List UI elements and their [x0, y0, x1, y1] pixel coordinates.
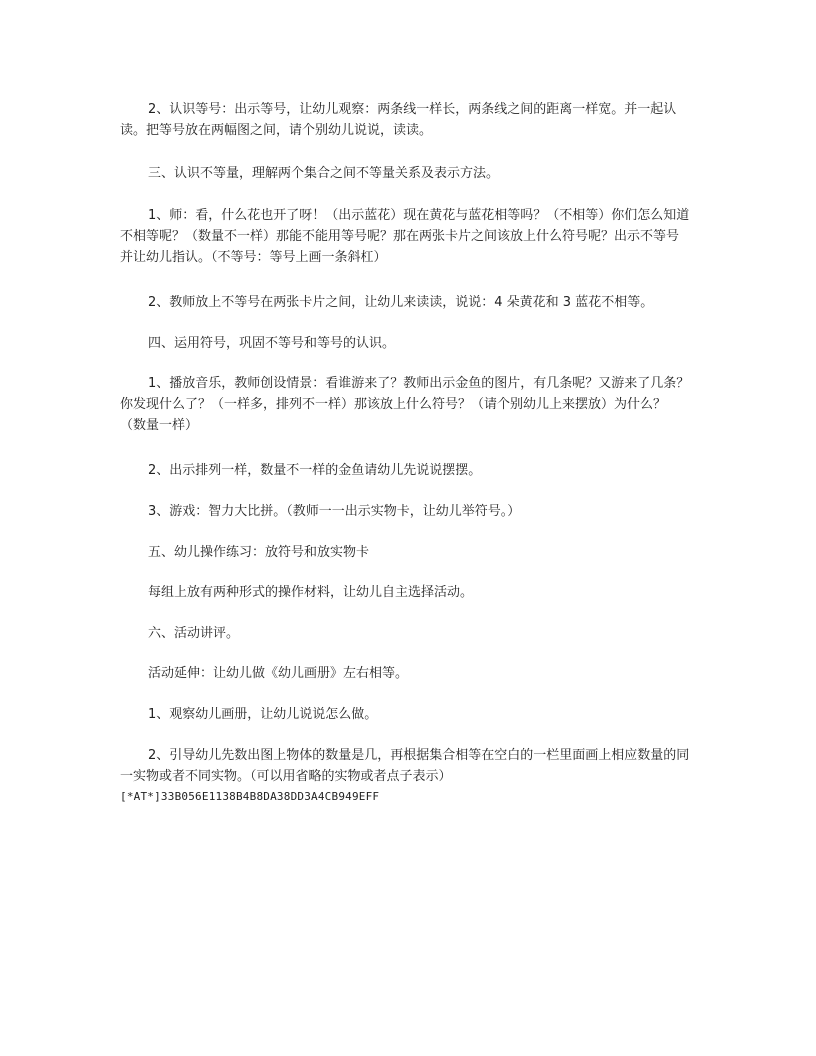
paragraph-materials: 每组上放有两种形式的操作材料，让幼儿自主选择活动。	[148, 585, 474, 600]
paragraph-flowers: 1、师：看，什么花也开了呀！（出示蓝花）现在黄花与蓝花相等吗？（不相等）你们怎么知道不相等呢？（数量不一样）那能不能用等号呢？那在两张卡片之间该放上什么符号呢？出示不等号并让幼儿指认。（不等号：等号上画一条斜杠）	[120, 208, 690, 265]
paragraph-extension: 活动延伸：让幼儿做《幼儿画册》左右相等。	[148, 666, 409, 681]
paragraph-guide: 2、引导幼儿先数出图上物体的数量是几，再根据集合相等在空白的一栏里面画上相应数量的同一实物或者不同实物。（可以用省略的实物或者点子表示）	[120, 748, 690, 784]
section-heading-3: 三、认识不等量，理解两个集合之间不等量关系及表示方法。	[148, 166, 500, 181]
paragraph-music: 1、播放音乐，教师创设情景：看谁游来了？教师出示金鱼的图片，有几条呢？又游来了几条？你发现什么了？（一样多，排列不一样）那该放上什么符号？（请个别幼儿上来摆放）为什么？（数量一样）	[120, 376, 690, 433]
paragraph-observe: 1、观察幼儿画册，让幼儿说说怎么做。	[148, 707, 378, 722]
paragraph-goldfish: 2、出示排列一样，数量不一样的金鱼请幼儿先说说摆摆。	[148, 463, 482, 478]
paragraph-game: 3、游戏：智力大比拼。（教师一一出示实物卡，让幼儿举符号。）	[148, 504, 521, 519]
paragraph-equal-sign: 2、认识等号：出示等号，让幼儿观察：两条线一样长，两条线之间的距离一样宽。并一起认读。把等号放在两幅图之间，请个别幼儿说说，读读。	[120, 102, 677, 138]
section-heading-4: 四、运用符号，巩固不等号和等号的认识。	[148, 336, 396, 351]
paragraph-not-equal-cards: 2、教师放上不等号在两张卡片之间，让幼儿来读读，说说：4 朵黄花和 3 蓝花不相等。	[148, 295, 654, 310]
document-id-code: [*AT*]33B056E1138B4B8DA38DD3A4CB949EFF	[120, 790, 380, 803]
section-heading-6: 六、活动讲评。	[148, 626, 240, 641]
section-heading-5: 五、幼儿操作练习：放符号和放实物卡	[148, 545, 370, 560]
